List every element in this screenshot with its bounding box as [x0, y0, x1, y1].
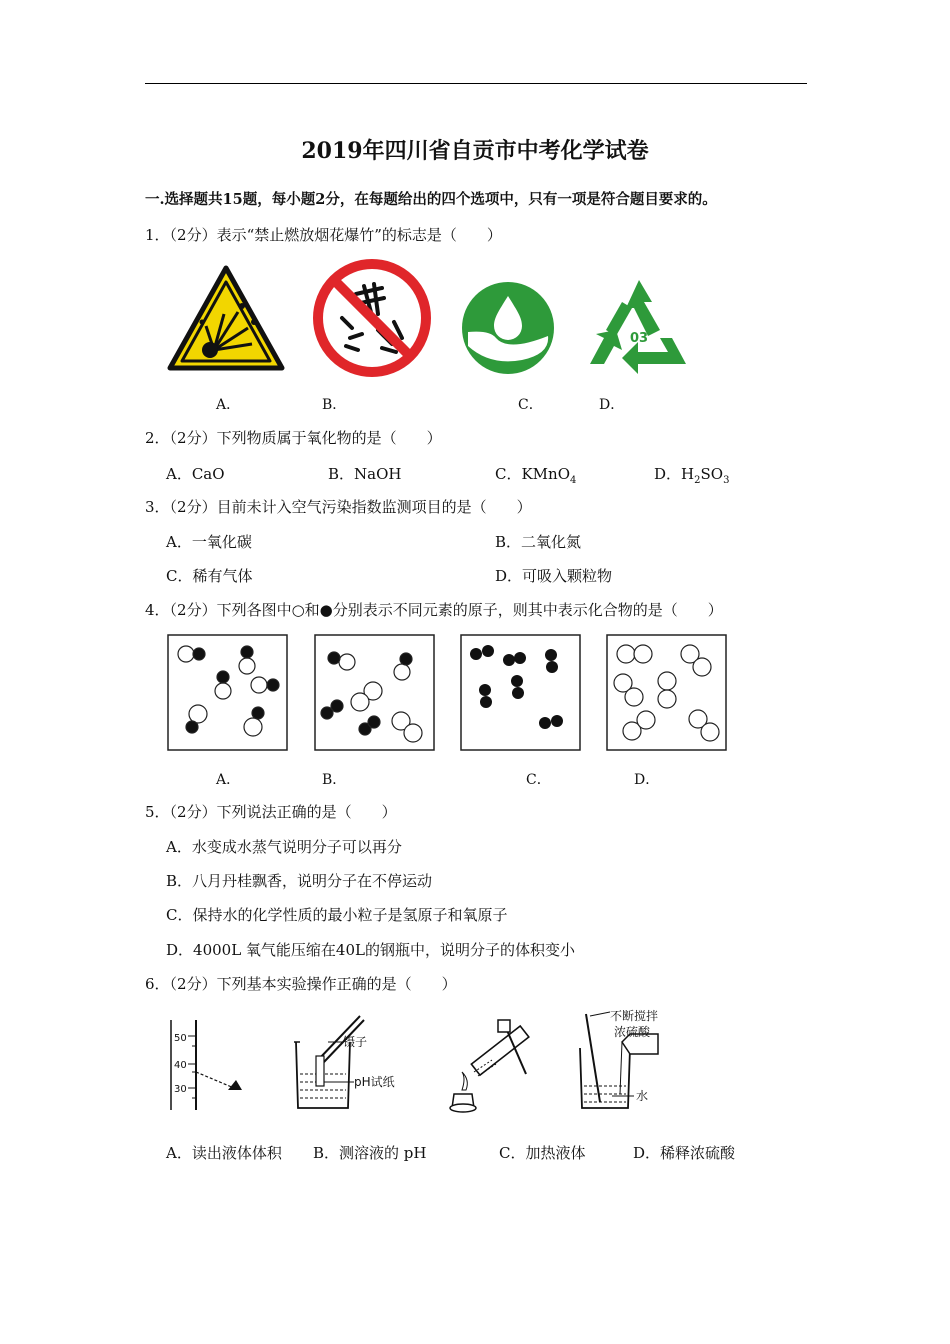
- q6-option-a: A．读出液体体积: [166, 1144, 282, 1162]
- header-rule: [145, 83, 807, 84]
- page-title: 2019年四川省自贡市中考化学试卷: [301, 138, 649, 164]
- molecule-box-d: [606, 634, 728, 752]
- q2-option-b: B．NaOH: [328, 465, 402, 483]
- graduated-cylinder-figure: [166, 1016, 258, 1114]
- q4-stem: 4．（2分）下列各图中○和●分别表示不同元素的原子，则其中表示化合物的是（ ）: [145, 601, 723, 619]
- molecule-box-c: [460, 634, 582, 752]
- q5-option-b: B．八月丹桂飘香，说明分子在不停运动: [166, 872, 433, 890]
- tick-30: 30: [174, 1084, 187, 1095]
- q3-stem: 3．（2分）目前未计入空气污染指数监测项目的是（ ）: [145, 498, 532, 516]
- q3-option-a: A．一氧化碳: [166, 533, 252, 551]
- tick-40: 40: [174, 1060, 187, 1071]
- q1-label-b: B．: [322, 397, 347, 413]
- ph-paper-label: pH试纸: [354, 1075, 395, 1089]
- q2-option-d: D．$H_2SO_3$: [654, 465, 730, 486]
- recycle-number: 03: [629, 331, 649, 346]
- heating-liquid-figure: [438, 1016, 538, 1116]
- dilute-acid-figure: [572, 1006, 692, 1114]
- q4-label-c: C．: [526, 772, 551, 788]
- q3-option-b: B．二氧化氮: [495, 533, 582, 551]
- tweezers-label: 镊子: [343, 1035, 368, 1049]
- q4-label-a: A．: [216, 772, 241, 788]
- molecule-box-a: [167, 634, 289, 752]
- water-label: 水: [636, 1089, 649, 1103]
- tick-50: 50: [174, 1033, 187, 1044]
- stir-label: 不断搅拌: [610, 1009, 659, 1023]
- section-heading: 一.选择题共15题，每小题2分，在每题给出的四个选项中，只有一项是符合题目要求的。: [145, 191, 717, 208]
- q5-option-c: C．保持水的化学性质的最小粒子是氢原子和氧原子: [166, 906, 508, 924]
- q6-option-d: D．稀释浓硫酸: [633, 1144, 736, 1162]
- q4-label-b: B．: [322, 772, 347, 788]
- acid-label: 浓硫酸: [614, 1025, 651, 1039]
- molecule-box-b: [314, 634, 436, 752]
- q2-option-c: C．KMnO$_4$: [495, 465, 577, 486]
- q2-option-a: A．CaO: [166, 465, 225, 483]
- q3-option-d: D．可吸入颗粒物: [495, 567, 613, 585]
- ph-test-figure: [288, 1012, 428, 1116]
- q1-label-d: D．: [599, 397, 625, 413]
- q5-option-d: D．4000L 氧气能压缩在40L的钢瓶中，说明分子的体积变小: [166, 941, 575, 959]
- water-saving-icon: [460, 280, 556, 376]
- q6-option-c: C．加热液体: [499, 1144, 586, 1162]
- q6-stem: 6．（2分）下列基本实验操作正确的是（ ）: [145, 975, 457, 993]
- q5-stem: 5．（2分）下列说法正确的是（ ）: [145, 803, 397, 821]
- q2-stem: 2．（2分）下列物质属于氧化物的是（ ）: [145, 429, 442, 447]
- q1-label-a: A．: [216, 397, 241, 413]
- q5-option-a: A．水变成水蒸气说明分子可以再分: [166, 838, 402, 856]
- explosive-warning-icon: [166, 264, 286, 374]
- q1-stem: 1．（2分）表示“禁止燃放烟花爆竹”的标志是（ ）: [145, 226, 502, 244]
- no-fireworks-icon: [312, 258, 432, 378]
- q3-option-c: C．稀有气体: [166, 567, 253, 585]
- q4-label-d: D．: [634, 772, 660, 788]
- recycle-icon: [586, 278, 692, 376]
- q6-option-b: B．测溶液的 pH: [313, 1144, 427, 1162]
- q1-label-c: C．: [518, 397, 543, 413]
